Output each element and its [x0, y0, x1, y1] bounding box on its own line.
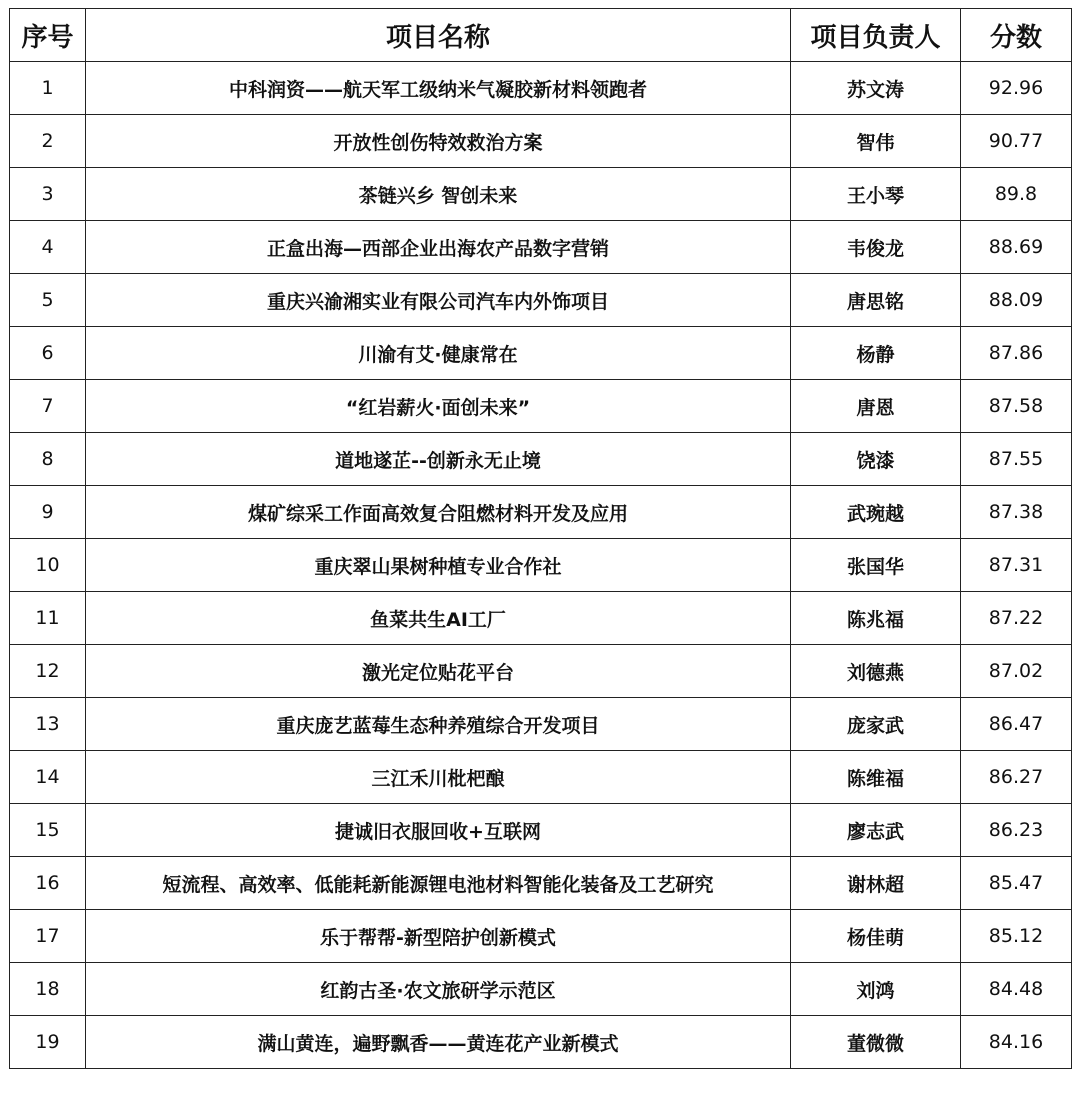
row-score: 92.96 — [961, 62, 1072, 115]
row-leader: 刘鸿 — [791, 963, 961, 1016]
row-no: 17 — [10, 910, 86, 963]
row-no: 8 — [10, 433, 86, 486]
table-row — [10, 751, 1072, 804]
table-row — [10, 433, 1072, 486]
row-project-name: 道地遂芷--创新永无止境 — [86, 433, 791, 486]
row-no: 12 — [10, 645, 86, 698]
table-row — [10, 115, 1072, 168]
row-project-name: 乐于帮帮-新型陪护创新模式 — [86, 910, 791, 963]
row-project-name: 茶链兴乡 智创未来 — [86, 168, 791, 221]
row-no: 10 — [10, 539, 86, 592]
row-no: 5 — [10, 274, 86, 327]
row-no: 19 — [10, 1016, 86, 1069]
row-leader: 武琬越 — [791, 486, 961, 539]
row-project-name: 红韵古圣·农文旅研学示范区 — [86, 963, 791, 1016]
row-score: 89.8 — [961, 168, 1072, 221]
table-row — [10, 168, 1072, 221]
row-project-name: 重庆兴渝湘实业有限公司汽车内外饰项目 — [86, 274, 791, 327]
row-leader: 刘德燕 — [791, 645, 961, 698]
row-score: 87.58 — [961, 380, 1072, 433]
row-no: 13 — [10, 698, 86, 751]
row-no: 18 — [10, 963, 86, 1016]
table-row — [10, 486, 1072, 539]
row-leader: 饶漆 — [791, 433, 961, 486]
row-leader: 谢林超 — [791, 857, 961, 910]
table-row — [10, 698, 1072, 751]
row-score: 86.23 — [961, 804, 1072, 857]
header-name: 项目名称 — [86, 9, 791, 62]
row-project-name: 捷诚旧衣服回收+互联网 — [86, 804, 791, 857]
row-score: 86.47 — [961, 698, 1072, 751]
row-score: 87.31 — [961, 539, 1072, 592]
table-row — [10, 910, 1072, 963]
row-score: 85.12 — [961, 910, 1072, 963]
table-body — [10, 62, 1072, 1069]
row-score: 87.02 — [961, 645, 1072, 698]
row-project-name: 重庆庞艺蓝莓生态种养殖综合开发项目 — [86, 698, 791, 751]
row-project-name: 川渝有艾·健康常在 — [86, 327, 791, 380]
table-header — [10, 9, 1072, 62]
table-row — [10, 804, 1072, 857]
row-score: 88.69 — [961, 221, 1072, 274]
row-score: 87.55 — [961, 433, 1072, 486]
row-score: 87.38 — [961, 486, 1072, 539]
row-no: 4 — [10, 221, 86, 274]
row-no: 16 — [10, 857, 86, 910]
header-row — [10, 9, 1072, 62]
row-leader: 唐思铭 — [791, 274, 961, 327]
header-no: 序号 — [10, 9, 86, 62]
row-no: 11 — [10, 592, 86, 645]
row-leader: 陈兆福 — [791, 592, 961, 645]
table-row — [10, 592, 1072, 645]
row-leader: 陈维福 — [791, 751, 961, 804]
row-no: 3 — [10, 168, 86, 221]
row-project-name: 中科润资——航天军工级纳米气凝胶新材料领跑者 — [86, 62, 791, 115]
header-leader: 项目负责人 — [791, 9, 961, 62]
row-score: 85.47 — [961, 857, 1072, 910]
row-leader: 张国华 — [791, 539, 961, 592]
row-no: 15 — [10, 804, 86, 857]
row-project-name: 满山黄连，遍野飘香——黄连花产业新模式 — [86, 1016, 791, 1069]
table-row — [10, 221, 1072, 274]
row-leader: 唐恩 — [791, 380, 961, 433]
row-score: 87.86 — [961, 327, 1072, 380]
table-row — [10, 1016, 1072, 1069]
table-row — [10, 62, 1072, 115]
table-row — [10, 857, 1072, 910]
row-project-name: 煤矿综采工作面高效复合阻燃材料开发及应用 — [86, 486, 791, 539]
row-project-name: 正盒出海—西部企业出海农产品数字营销 — [86, 221, 791, 274]
score-table — [9, 8, 1072, 1069]
row-project-name: 短流程、高效率、低能耗新能源锂电池材料智能化装备及工艺研究 — [86, 857, 791, 910]
row-project-name: 鱼菜共生AI工厂 — [86, 592, 791, 645]
row-score: 87.22 — [961, 592, 1072, 645]
row-leader: 智伟 — [791, 115, 961, 168]
row-project-name: 三江禾川枇杷酿 — [86, 751, 791, 804]
row-score: 84.16 — [961, 1016, 1072, 1069]
row-leader: 苏文涛 — [791, 62, 961, 115]
row-score: 88.09 — [961, 274, 1072, 327]
row-project-name: “红岩薪火·面创未来” — [86, 380, 791, 433]
row-leader: 庞家武 — [791, 698, 961, 751]
row-leader: 韦俊龙 — [791, 221, 961, 274]
row-no: 2 — [10, 115, 86, 168]
row-leader: 王小琴 — [791, 168, 961, 221]
row-no: 1 — [10, 62, 86, 115]
row-project-name: 开放性创伤特效救治方案 — [86, 115, 791, 168]
table-row — [10, 327, 1072, 380]
row-score: 84.48 — [961, 963, 1072, 1016]
row-leader: 杨静 — [791, 327, 961, 380]
row-score: 90.77 — [961, 115, 1072, 168]
header-score: 分数 — [961, 9, 1072, 62]
row-no: 7 — [10, 380, 86, 433]
table-row — [10, 645, 1072, 698]
row-no: 9 — [10, 486, 86, 539]
row-score: 86.27 — [961, 751, 1072, 804]
row-project-name: 重庆翠山果树种植专业合作社 — [86, 539, 791, 592]
row-leader: 杨佳萌 — [791, 910, 961, 963]
row-leader: 廖志武 — [791, 804, 961, 857]
table-row — [10, 274, 1072, 327]
table-row — [10, 539, 1072, 592]
row-leader: 董微微 — [791, 1016, 961, 1069]
row-project-name: 激光定位贴花平台 — [86, 645, 791, 698]
row-no: 14 — [10, 751, 86, 804]
row-no: 6 — [10, 327, 86, 380]
table-row — [10, 963, 1072, 1016]
table-row — [10, 380, 1072, 433]
